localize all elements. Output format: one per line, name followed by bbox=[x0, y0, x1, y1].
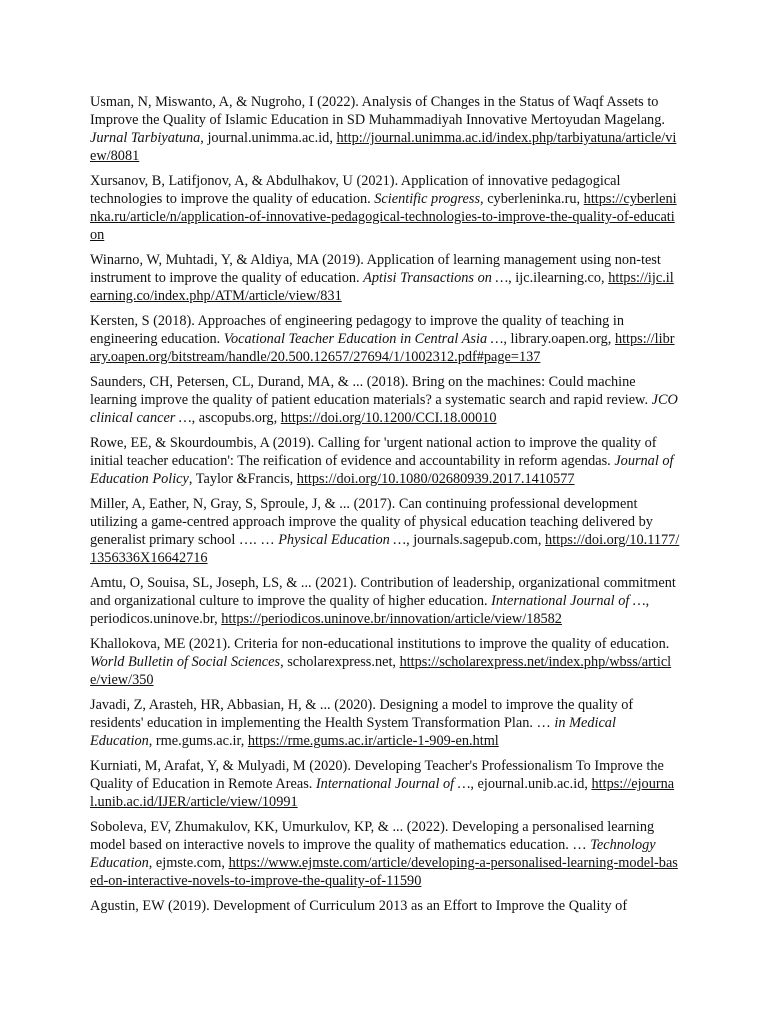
reference-link[interactable]: https://library.oapen.org/bitstream/handle/20.500.12657/27694/1/1002312.pdf#page=137 bbox=[90, 331, 675, 365]
reference-venue: Journal of Education Policy bbox=[90, 453, 674, 487]
reference-item bbox=[90, 696, 680, 750]
reference-venue: Scientific progress bbox=[374, 191, 481, 207]
reference-text: Miller, A, Eather, N, Gray, S, Sproule, J, & ... (2017). Can continuing professional development utilizing a game-centred approach improve the quality of physical education teaching delivered by generalist primary school …. … bbox=[90, 496, 653, 548]
reference-item bbox=[90, 93, 680, 165]
reference-venue: World Bulletin of Social Sciences bbox=[90, 654, 281, 670]
reference-text: Winarno, W, Muhtadi, Y, & Aldiya, MA (2019). Application of learning management using non-test instrument to improve the quality of education. bbox=[90, 252, 661, 286]
reference-item bbox=[90, 312, 680, 366]
reference-item bbox=[90, 434, 680, 488]
reference-source: , library.oapen.org, bbox=[503, 331, 615, 347]
reference-source: , journals.sagepub.com, bbox=[406, 532, 546, 548]
reference-source: , ejournal.unib.ac.id, bbox=[470, 776, 592, 792]
reference-text: Kersten, S (2018). Approaches of engineering pedagogy to improve the quality of teaching in engineering education. bbox=[90, 313, 625, 347]
reference-item bbox=[90, 635, 680, 689]
reference-item bbox=[90, 373, 680, 427]
reference-item bbox=[90, 172, 680, 244]
reference-venue: Aptisi Transactions on … bbox=[363, 270, 509, 286]
reference-link[interactable]: https://ejournal.unib.ac.id/IJER/article/view/10991 bbox=[90, 776, 675, 810]
reference-item bbox=[90, 495, 680, 567]
reference-list bbox=[90, 93, 680, 922]
reference-link[interactable]: https://cyberleninka.ru/article/n/application-of-innovative-pedagogical-technologies-to-improve-the-quality-of-education bbox=[90, 191, 677, 243]
reference-item bbox=[90, 574, 680, 628]
reference-text: Kurniati, M, Arafat, Y, & Mulyadi, M (2020). Developing Teacher's Professionalism To Improve the Quality of Education in Remote Areas. bbox=[90, 758, 664, 792]
reference-venue: in Medical Education bbox=[90, 715, 616, 749]
reference-venue: Physical Education … bbox=[278, 532, 407, 548]
reference-text: Soboleva, EV, Zhumakulov, KK, Umurkulov, KP, & ... (2022). Developing a personalised learning model based on interactive novels to improve the quality of mathematics education. … bbox=[90, 819, 655, 853]
reference-link[interactable]: https://doi.org/10.1177/1356336X16642716 bbox=[90, 532, 680, 566]
reference-source: , cyberleninka.ru, bbox=[480, 191, 584, 207]
reference-link[interactable]: https://doi.org/10.1200/CCI.18.00010 bbox=[280, 410, 497, 426]
reference-source: , ascopubs.org, bbox=[191, 410, 281, 426]
reference-source: , rme.gums.ac.ir, bbox=[148, 733, 248, 749]
reference-item bbox=[90, 818, 680, 890]
reference-item bbox=[90, 251, 680, 305]
reference-link[interactable]: https://www.ejmste.com/article/developing-a-personalised-learning-model-based-on-interactive-novels-to-improve-the-quality-of-11590 bbox=[90, 855, 678, 889]
reference-item bbox=[90, 757, 680, 811]
reference-source: , journal.unimma.ac.id, bbox=[200, 130, 337, 146]
reference-item bbox=[90, 897, 680, 915]
reference-text: Javadi, Z, Arasteh, HR, Abbasian, H, & ... (2020). Designing a model to improve the quality of residents' education in implementing the Health System Transformation Plan. … bbox=[90, 697, 634, 731]
reference-source: , periodicos.uninove.br, bbox=[90, 593, 650, 627]
reference-venue: Jurnal Tarbiyatuna bbox=[90, 130, 201, 146]
reference-source: , ijc.ilearning.co, bbox=[508, 270, 609, 286]
reference-text: Rowe, EE, & Skourdoumbis, A (2019). Calling for 'urgent national action to improve the quality of initial teacher education': The reification of evidence and accountability in reform agendas. bbox=[90, 435, 657, 469]
reference-text: Khallokova, ME (2021). Criteria for non-educational institutions to improve the quality of education. bbox=[90, 636, 670, 652]
reference-venue: Vocational Teacher Education in Central Asia … bbox=[223, 331, 504, 347]
reference-text: Amtu, O, Souisa, SL, Joseph, LS, & ... (2021). Contribution of leadership, organizational commitment and organizational culture to improve the quality of higher education. bbox=[90, 575, 676, 609]
reference-link[interactable]: https://doi.org/10.1080/02680939.2017.1410577 bbox=[296, 471, 575, 487]
reference-text: Xursanov, B, Latifjonov, A, & Abdulhakov, U (2021). Application of innovative pedagogical technologies to improve the quality of education. bbox=[90, 173, 621, 207]
reference-text: Agustin, EW (2019). Development of Curriculum 2013 as an Effort to Improve the Quality of bbox=[90, 898, 628, 914]
reference-venue: International Journal of … bbox=[491, 593, 646, 609]
reference-venue: International Journal of … bbox=[315, 776, 471, 792]
reference-link[interactable]: https://periodicos.uninove.br/innovation/article/view/18582 bbox=[221, 611, 562, 627]
reference-text: Saunders, CH, Petersen, CL, Durand, MA, & ... (2018). Bring on the machines: Could machine learning improve the quality of patient education materials? a systematic search and rapid review. bbox=[90, 374, 652, 408]
reference-link[interactable]: https://ijc.ilearning.co/index.php/ATM/article/view/831 bbox=[90, 270, 674, 304]
reference-link[interactable]: http://journal.unimma.ac.id/index.php/tarbiyatuna/article/view/8081 bbox=[90, 130, 677, 164]
reference-source: , Taylor &Francis, bbox=[188, 471, 297, 487]
reference-text: Usman, N, Miswanto, A, & Nugroho, I (2022). Analysis of Changes in the Status of Waqf Assets to Improve the Quality of Islamic Education in SD Muhammadiyah Innovative Mertoyudan Magelang. bbox=[90, 94, 665, 128]
reference-source: , ejmste.com, bbox=[148, 855, 229, 871]
reference-link[interactable]: https://rme.gums.ac.ir/article-1-909-en.html bbox=[247, 733, 499, 749]
reference-venue: JCO clinical cancer … bbox=[90, 392, 678, 426]
reference-venue: Technology Education bbox=[90, 837, 656, 871]
reference-source: , scholarexpress.net, bbox=[280, 654, 400, 670]
reference-link[interactable]: https://scholarexpress.net/index.php/wbss/article/view/350 bbox=[90, 654, 672, 688]
